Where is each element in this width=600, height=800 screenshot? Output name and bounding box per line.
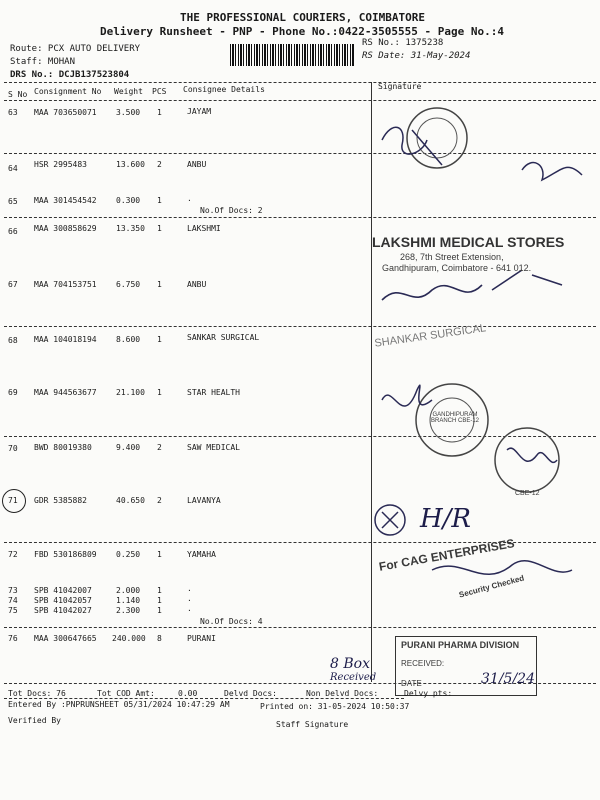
row-consignment: SPB 41042057	[34, 596, 92, 605]
star-branch-stamp: GANDHIPURAM BRANCH CBE-12	[430, 412, 479, 424]
row-consignment: MAA 300858629	[34, 224, 97, 233]
col-sno: S No	[8, 90, 28, 99]
row-pcs: 1	[157, 550, 162, 559]
route-label: Route: PCX AUTO DELIVERY	[10, 44, 141, 54]
footer-sub-rule	[4, 698, 404, 699]
row-weight: 240.000	[112, 634, 146, 643]
row-weight: 0.300	[116, 196, 141, 205]
purani-received-label: RECEIVED:	[401, 659, 445, 668]
row-pcs: 1	[157, 108, 162, 117]
tot-cod-value: 0.00	[178, 689, 198, 698]
row-pcs: 1	[157, 196, 162, 205]
row-consignee: PURANI	[187, 634, 216, 643]
saw-cbe-stamp: CBE-12	[515, 490, 540, 497]
row-consignment: BWD 80019380	[34, 443, 92, 452]
verified-by: Verified By	[8, 716, 61, 725]
row-consignee: .	[187, 594, 192, 603]
purani-date-label: DATE	[401, 679, 422, 688]
row-consignee: .	[187, 604, 192, 613]
row-weight: 0.250	[116, 550, 141, 559]
row-sno: 76	[8, 634, 18, 643]
purani-date-hand: 31/5/24	[481, 671, 535, 687]
row-consignee: ANBU	[187, 280, 207, 289]
row-consignment: SPB 41042027	[34, 606, 92, 615]
col-weight: Weight	[114, 87, 143, 96]
docs-note: No.Of Docs: 2	[200, 206, 263, 215]
signature-scribble	[382, 270, 562, 300]
row-pcs: 8	[157, 634, 162, 643]
runsheet-subtitle: Delivery Runsheet - PNP - Phone No.:0422-3505555 - Page No.:4	[100, 25, 504, 38]
handwritten-hr: H/R	[420, 504, 472, 534]
rs-date: RS Date: 31-May-2024	[362, 51, 471, 61]
lakshmi-stamp-addr1: 268, 7th Street Extension,	[400, 252, 504, 262]
entered-by: Entered By :PNPRUNSHEET 05/31/2024 10:47:29 AM	[8, 700, 230, 709]
row-consignee: LAVANYA	[187, 496, 221, 505]
row-sno: 64	[8, 164, 18, 173]
rs-number: RS No.: 1375238	[362, 38, 444, 48]
row-sno: 73	[8, 586, 18, 595]
row-sno: 65	[8, 197, 18, 206]
row-sno: 68	[8, 336, 18, 345]
tot-cod-label: Tot COD Amt:	[97, 689, 155, 698]
signature-scribble	[382, 127, 442, 165]
row-sno: 67	[8, 280, 18, 289]
delvy-pts: Delvy pts:	[404, 689, 453, 698]
row-sno: 74	[8, 596, 18, 605]
row-sno: 66	[8, 227, 18, 236]
row-consignment: MAA 301454542	[34, 196, 97, 205]
row-sno: 63	[8, 108, 18, 117]
row-sno: 75	[8, 606, 18, 615]
row-consignment: MAA 704153751	[34, 280, 97, 289]
row-pcs: 2	[157, 160, 162, 169]
col-consignment: Consignment No	[34, 87, 102, 96]
purani-stamp-box	[395, 636, 537, 696]
docs-note: No.Of Docs: 4	[200, 617, 263, 626]
row-consignment: SPB 41042007	[34, 586, 92, 595]
col-consignee: Consignee Details	[183, 85, 265, 94]
barcode	[230, 44, 354, 66]
row-pcs: 1	[157, 606, 162, 615]
cag-stamp: For CAG ENTERPRISES	[377, 536, 516, 574]
non-delvd-docs: Non Delvd Docs:	[306, 689, 379, 698]
handwritten-box-count: 8 Box	[330, 656, 370, 672]
col-pcs: PCS	[152, 87, 167, 96]
row-consignment: MAA 300647665	[34, 634, 97, 643]
delvd-docs: Delvd Docs:	[224, 689, 277, 698]
row-pcs: 2	[157, 443, 162, 452]
lakshmi-stamp-addr2: Gandhipuram, Coimbatore - 641 012.	[382, 263, 532, 273]
row-pcs: 1	[157, 335, 162, 344]
row-pcs: 1	[157, 280, 162, 289]
row-consignment: MAA 104018194	[34, 335, 97, 344]
security-stamp: Security Checked	[457, 573, 526, 600]
row-consignment: FBD 530186809	[34, 550, 97, 559]
row-weight: 1.140	[116, 596, 141, 605]
row-pcs: 2	[157, 496, 162, 505]
row-weight: 21.100	[116, 388, 145, 397]
signature-scribble	[382, 385, 432, 406]
tot-docs: Tot Docs: 76	[8, 689, 66, 698]
signature-scribble	[522, 163, 582, 180]
drs-number: DRS No.: DCJB137523804	[10, 70, 130, 80]
row-pcs: 1	[157, 586, 162, 595]
row-consignee: SANKAR SURGICAL	[187, 333, 260, 342]
round-stamp-inner	[417, 118, 457, 158]
row-weight: 13.350	[116, 224, 145, 233]
row-consignment: GDR 5385882	[34, 496, 87, 505]
row-sno: 70	[8, 444, 18, 453]
footer-rule	[4, 683, 596, 684]
row-weight: 2.000	[116, 586, 141, 595]
row-consignee: LAKSHMI	[187, 224, 221, 233]
row-weight: 9.400	[116, 443, 141, 452]
row-sno: 71	[8, 496, 18, 505]
purani-stamp-title: PURANI PHARMA DIVISION	[401, 640, 520, 650]
row-consignment: MAA 703650071	[34, 108, 97, 117]
row-consignment: MAA 944563677	[34, 388, 97, 397]
row-consignee: STAR HEALTH	[187, 388, 240, 397]
lakshmi-stamp-title: LAKSHMI MEDICAL STORES	[372, 234, 565, 250]
shankar-stamp: SHANKAR SURGICAL	[373, 322, 487, 350]
row-sno: 69	[8, 388, 18, 397]
row-consignee: .	[187, 584, 192, 593]
row-consignee: SAW MEDICAL	[187, 443, 240, 452]
staff-signature: Staff Signature	[276, 720, 349, 729]
row-sno: 72	[8, 550, 18, 559]
row-consignee: ANBU	[187, 160, 207, 169]
row-consignment: HSR 2995483	[34, 160, 87, 169]
handwritten-received: Received	[330, 672, 377, 683]
row-weight: 3.500	[116, 108, 141, 117]
signature-scribble	[432, 561, 572, 575]
company-title: THE PROFESSIONAL COURIERS, COIMBATORE	[180, 11, 426, 24]
printed-on: Printed on: 31-05-2024 10:50:37	[260, 702, 410, 711]
row-pcs: 1	[157, 596, 162, 605]
row-weight: 13.600	[116, 160, 145, 169]
row-pcs: 1	[157, 388, 162, 397]
row-weight: 40.650	[116, 496, 145, 505]
row-weight: 6.750	[116, 280, 141, 289]
row-consignee: YAMAHA	[187, 550, 216, 559]
header-top-rule	[4, 82, 596, 83]
signature-scribble	[507, 448, 557, 462]
hand-cross	[382, 512, 398, 528]
col-signature: Signature	[378, 82, 422, 91]
row-consignee: JAYAM	[187, 107, 212, 116]
row-pcs: 1	[157, 224, 162, 233]
row-consignee: .	[187, 194, 192, 203]
staff-label: Staff: MOHAN	[10, 57, 76, 67]
row-weight: 8.600	[116, 335, 141, 344]
row-weight: 2.300	[116, 606, 141, 615]
